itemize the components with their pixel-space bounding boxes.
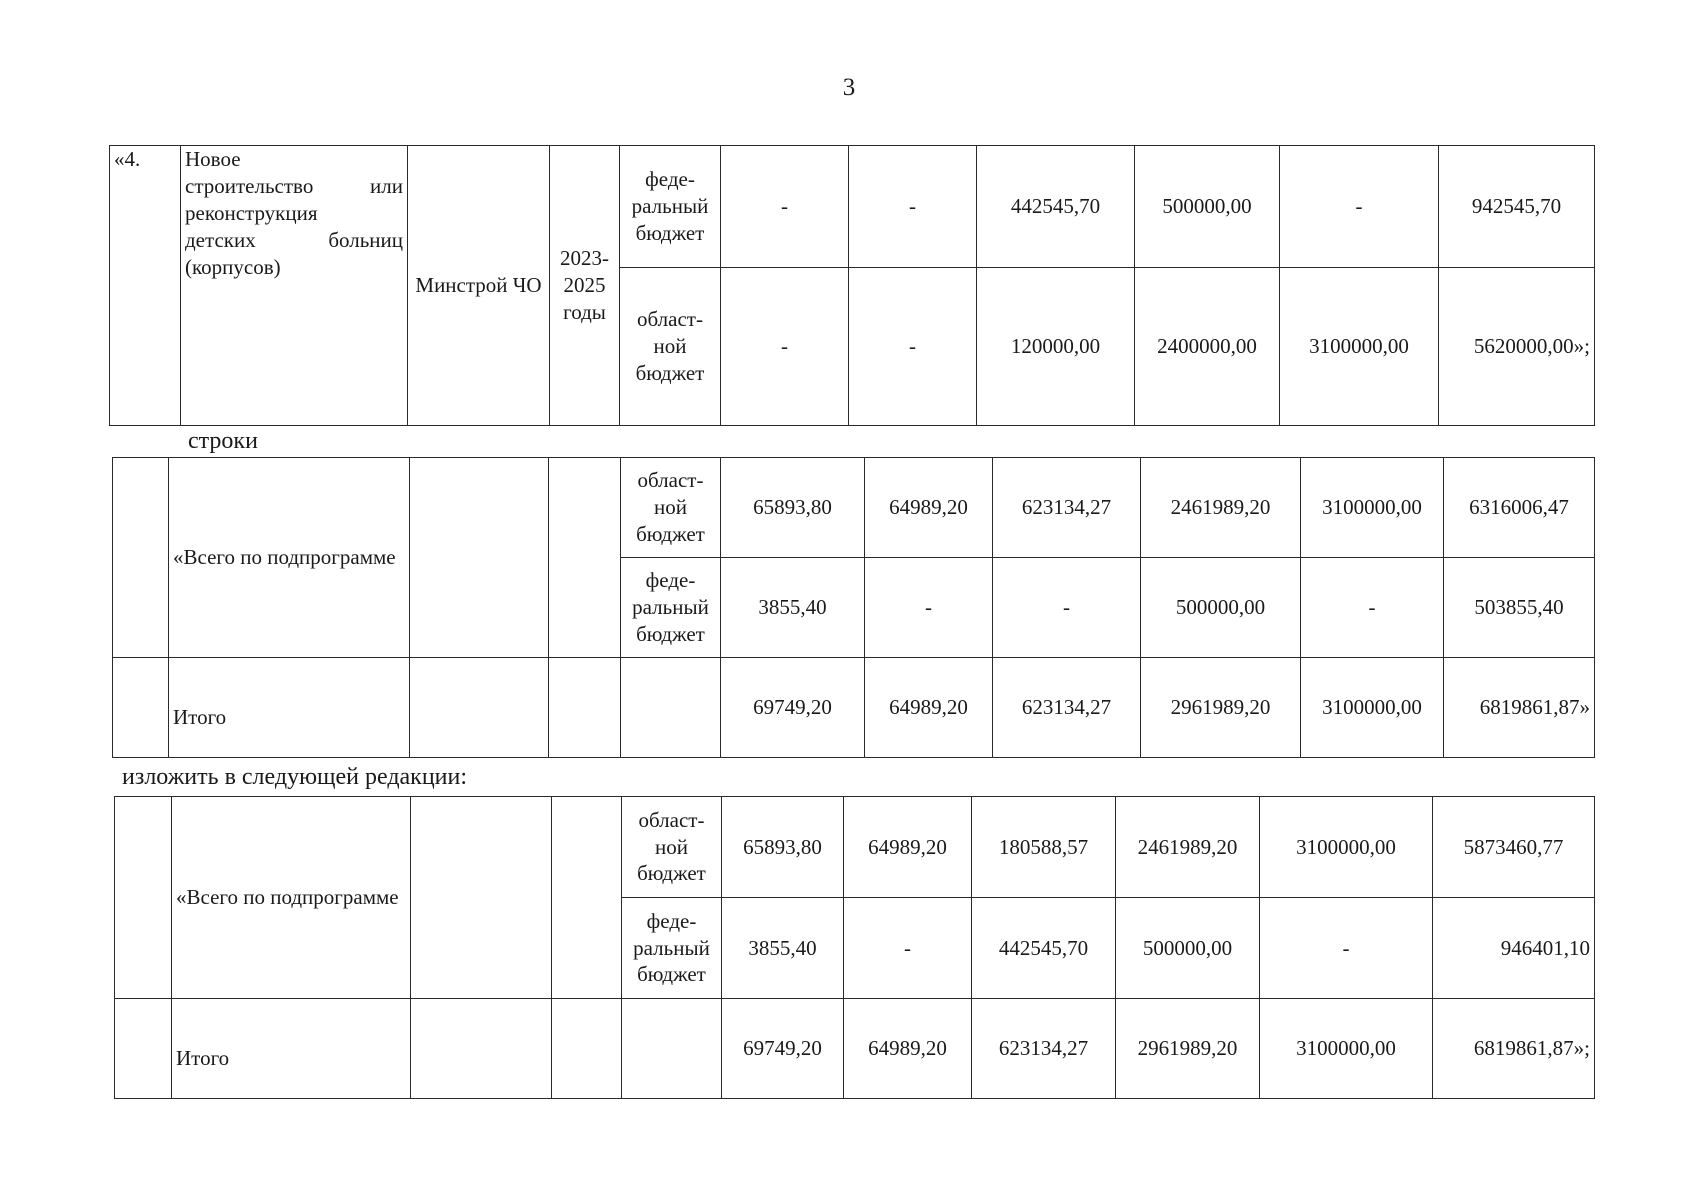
budget-type-line: бюджет: [635, 220, 705, 245]
budget-type-line: ной: [653, 334, 687, 359]
itogo-label: Итого: [172, 999, 411, 1099]
budget-type-line: бюджет: [636, 521, 705, 546]
value-cell: -: [993, 558, 1141, 658]
empty-cell: [621, 658, 721, 758]
empty-cell: [622, 999, 722, 1099]
caption-stroki: строки: [188, 428, 258, 454]
value-cell: -: [849, 268, 977, 426]
value-cell: 623134,27: [972, 999, 1116, 1099]
value-cell: 942545,70: [1439, 146, 1595, 268]
value-cell: 6819861,87»;: [1433, 999, 1595, 1099]
empty-cell: [115, 797, 172, 999]
value-cell: -: [1301, 558, 1444, 658]
budget-type-line: ной: [655, 834, 688, 859]
value-cell: 500000,00: [1141, 558, 1301, 658]
value-cell: 64989,20: [844, 797, 972, 898]
value-cell: 2961989,20: [1116, 999, 1260, 1099]
empty-cell: [410, 658, 549, 758]
empty-cell: [549, 658, 621, 758]
budget-type: [620, 268, 721, 426]
budget-type: [621, 558, 721, 658]
budget-type-line: феде-: [645, 568, 696, 593]
value-cell: 6316006,47: [1444, 458, 1595, 558]
value-cell: 2961989,20: [1141, 658, 1301, 758]
budget-type-line: бюджет: [635, 360, 705, 385]
empty-cell: [113, 658, 169, 758]
empty-cell: [411, 797, 552, 999]
itogo-label: Итого: [169, 658, 410, 758]
budget-type-line: област-: [638, 807, 705, 832]
budget-type-line: бюджет: [637, 962, 706, 987]
executor: Минстрой ЧО: [408, 146, 550, 426]
old-totals-table: [112, 457, 1595, 758]
period-line: годы: [563, 299, 606, 324]
budget-type-line: област-: [637, 468, 704, 493]
value-cell: 623134,27: [993, 658, 1141, 758]
budget-type-line: ной: [654, 495, 687, 520]
empty-cell: [113, 458, 169, 658]
budget-type-line: ральный: [632, 595, 709, 620]
item-name-line: [185, 173, 403, 200]
value-cell: 442545,70: [972, 898, 1116, 999]
value-cell: 3100000,00: [1280, 268, 1439, 426]
item-name-lines: [185, 146, 403, 280]
value-cell: 64989,20: [865, 658, 993, 758]
value-cell: 2461989,20: [1141, 458, 1301, 558]
value-cell: -: [721, 268, 849, 426]
item-name-word: или: [370, 173, 403, 198]
page-number: 3: [842, 74, 856, 101]
item-name-word: Новое: [185, 147, 241, 171]
value-cell: 180588,57: [972, 797, 1116, 898]
value-cell: 65893,80: [722, 797, 844, 898]
value-cell: 946401,10: [1433, 898, 1595, 999]
budget-type: [621, 458, 721, 558]
budget-type: [622, 898, 722, 999]
item-name-word: строительство: [185, 173, 314, 198]
empty-cell: [410, 458, 549, 658]
period: [550, 146, 620, 426]
budget-type-line: бюджет: [636, 621, 705, 646]
item-name: [181, 146, 408, 426]
item-name-word: (корпусов): [185, 254, 281, 279]
value-cell: -: [1280, 146, 1439, 268]
total-label: «Всего по подпрограмме: [169, 458, 410, 658]
caption-new-edition: изложить в следующей редакции:: [122, 764, 468, 790]
value-cell: 64989,20: [865, 458, 993, 558]
value-cell: 64989,20: [844, 999, 972, 1099]
new-totals-table: [114, 796, 1595, 1099]
empty-cell: [411, 999, 552, 1099]
value-cell: 3855,40: [722, 898, 844, 999]
value-cell: 503855,40: [1444, 558, 1595, 658]
period-line: 2025: [563, 273, 606, 298]
budget-type-line: ральный: [633, 935, 710, 960]
item-name-word: реконструкция: [185, 200, 318, 225]
item-name-line: [185, 146, 403, 173]
value-cell: 2400000,00: [1135, 268, 1280, 426]
value-cell: 3100000,00: [1301, 458, 1444, 558]
item-name-line: [185, 227, 403, 254]
budget-type-line: бюджет: [637, 861, 706, 886]
value-cell: 3100000,00: [1301, 658, 1444, 758]
value-cell: 623134,27: [993, 458, 1141, 558]
value-cell: 500000,00: [1116, 898, 1260, 999]
empty-cell: [552, 999, 622, 1099]
value-cell: 500000,00: [1135, 146, 1280, 268]
value-cell: 6819861,87»: [1444, 658, 1595, 758]
value-cell: 3100000,00: [1260, 999, 1433, 1099]
value-cell: 120000,00: [977, 268, 1135, 426]
value-cell: 2461989,20: [1116, 797, 1260, 898]
value-cell: 3855,40: [721, 558, 865, 658]
value-cell: 5620000,00»;: [1439, 268, 1595, 426]
value-cell: -: [844, 898, 972, 999]
period-line: 2023-: [560, 246, 609, 271]
empty-cell: [549, 458, 621, 658]
value-cell: 69749,20: [721, 658, 865, 758]
budget-type-line: ральный: [631, 194, 709, 219]
value-cell: -: [865, 558, 993, 658]
budget-type-line: феде-: [646, 908, 697, 933]
budget-type-line: област-: [637, 307, 703, 332]
empty-cell: [115, 999, 172, 1099]
budget-type-line: феде-: [645, 167, 695, 192]
value-cell: 5873460,77: [1433, 797, 1595, 898]
value-cell: -: [1260, 898, 1433, 999]
total-label: «Всего по подпрограмме: [172, 797, 411, 999]
item-name-line: [185, 200, 403, 227]
item-name-word: детских: [185, 227, 256, 252]
budget-type: [622, 797, 722, 898]
value-cell: 442545,70: [977, 146, 1135, 268]
row-index: «4.: [110, 146, 181, 426]
program-item-4-table: [109, 145, 1595, 426]
value-cell: -: [721, 146, 849, 268]
value-cell: 65893,80: [721, 458, 865, 558]
value-cell: 3100000,00: [1260, 797, 1433, 898]
empty-cell: [552, 797, 622, 999]
item-name-word: больниц: [328, 227, 403, 252]
budget-type: [620, 146, 721, 268]
item-name-line: [185, 254, 403, 281]
value-cell: 69749,20: [722, 999, 844, 1099]
value-cell: -: [849, 146, 977, 268]
